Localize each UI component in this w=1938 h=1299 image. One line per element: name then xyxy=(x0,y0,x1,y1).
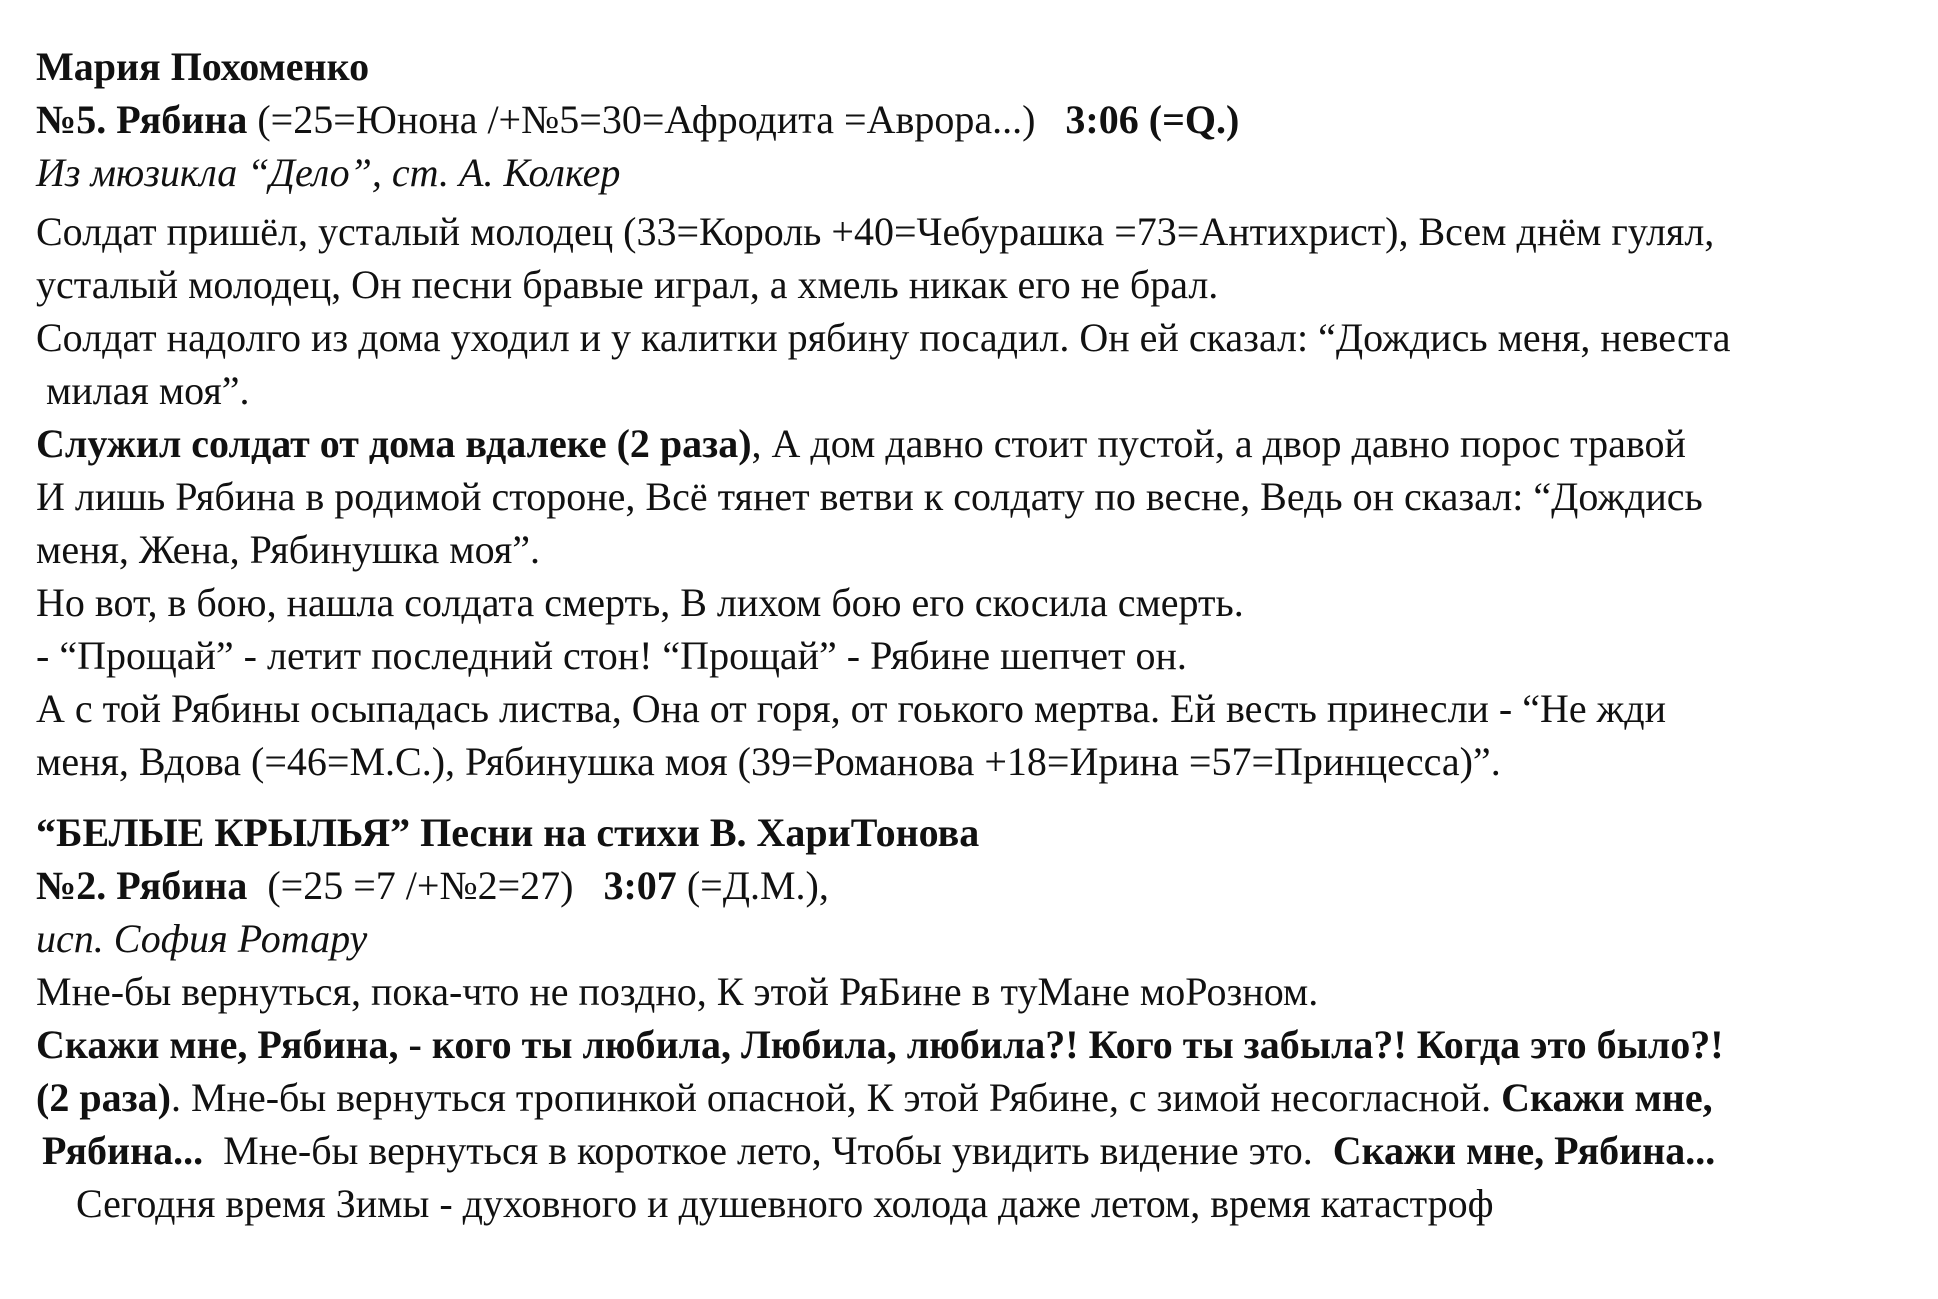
song-numerology: (=25=Юнона /+№5=30=Афродита =Аврора...) xyxy=(247,97,1066,142)
chorus-text: Служил солдат от дома вдалеке (2 раза) xyxy=(36,421,752,466)
lyrics-line-chorus: Скажи мне, Рябина, - кого ты любила, Любила, любила?! Кого ты забыла?! Когда это было?! xyxy=(36,1022,1724,1067)
lyrics-line xyxy=(36,1124,1916,1177)
chorus-text: (2 раза) xyxy=(36,1075,171,1120)
song-heading-ryabina-5 xyxy=(36,93,1916,146)
song-performer: исп. София Ротару xyxy=(36,916,368,961)
song-time-note: (=Д.М.), xyxy=(676,863,829,908)
lyrics-line: И лишь Рябина в родимой стороне, Всё тянет ветви к солдату по весне, Ведь он сказал: “Дождись xyxy=(36,474,1703,519)
song-time: 3:06 (=Q.) xyxy=(1065,97,1240,142)
lyrics-line: Солдат надолго из дома уходил и у калитки рябину посадил. Он ей сказал: “Дождись меня, невеста xyxy=(36,315,1731,360)
lyrics-line: милая моя”. xyxy=(46,368,250,413)
lyrics-text: Мне-бы вернуться в короткое лето, Чтобы увидить видение это. xyxy=(203,1128,1333,1173)
chorus-text: Скажи мне, xyxy=(1501,1075,1713,1120)
lyrics-line: меня, Жена, Рябинушка моя”. xyxy=(36,527,540,572)
chorus-text: Скажи мне, Рябина... xyxy=(1332,1128,1716,1173)
lyrics-line: Солдат пришёл, усталый молодец (33=Король +40=Чебурашка =73=Антихрист), Всем днём гулял, xyxy=(36,209,1715,254)
lyrics-text: . Мне-бы вернуться тропинкой опасной, К этой Рябине, с зимой несогласной. xyxy=(170,1075,1502,1120)
song-heading-ryabina-2 xyxy=(36,859,1916,912)
song-time: 3:07 xyxy=(603,863,677,908)
section-gap xyxy=(36,788,1916,806)
lyrics-line: Но вот, в бою, нашла солдата смерть, В лихом бою его скосила смерть. xyxy=(36,580,1244,625)
lyrics-line-chorus xyxy=(36,417,1916,470)
lyrics-line: усталый молодец, Он песни бравые играл, а хмель никак его не брал. xyxy=(36,262,1219,307)
author-heading: Мария Похоменко xyxy=(36,44,370,89)
document-page xyxy=(36,40,1916,1230)
lyrics-line xyxy=(36,1071,1916,1124)
lyrics-line: меня, Вдова (=46=М.С.), Рябинушка моя (39=Романова +18=Ирина =57=Принцесса)”. xyxy=(36,739,1501,784)
song-number-title: №5. Рябина xyxy=(36,97,248,142)
lyrics-line: Мне-бы вернуться, пока-что не поздно, К этой РяБине в туМане моРозном. xyxy=(36,969,1319,1014)
commentary-line: Сегодня время Зимы - духовного и душевного холода даже летом, время катастроф xyxy=(76,1181,1494,1226)
lyrics-line: А с той Рябины осыпадась листва, Она от горя, от гоького мертва. Ей весть принесли - “Не жди xyxy=(36,686,1667,731)
chorus-text: Рябина... xyxy=(42,1128,204,1173)
song-numerology: (=25 =7 /+№2=27) xyxy=(247,863,604,908)
song-source: Из мюзикла “Дело”, ст. А. Колкер xyxy=(36,150,621,195)
album-heading: “БЕЛЫЕ КРЫЛЬЯ” Песни на стихи В. ХариТонова xyxy=(36,810,980,855)
lyrics-text: , А дом давно стоит пустой, а двор давно порос травой xyxy=(751,421,1686,466)
song-number-title: №2. Рябина xyxy=(36,863,248,908)
lyrics-line: - “Прощай” - летит последний стон! “Прощай” - Рябине шепчет он. xyxy=(36,633,1187,678)
